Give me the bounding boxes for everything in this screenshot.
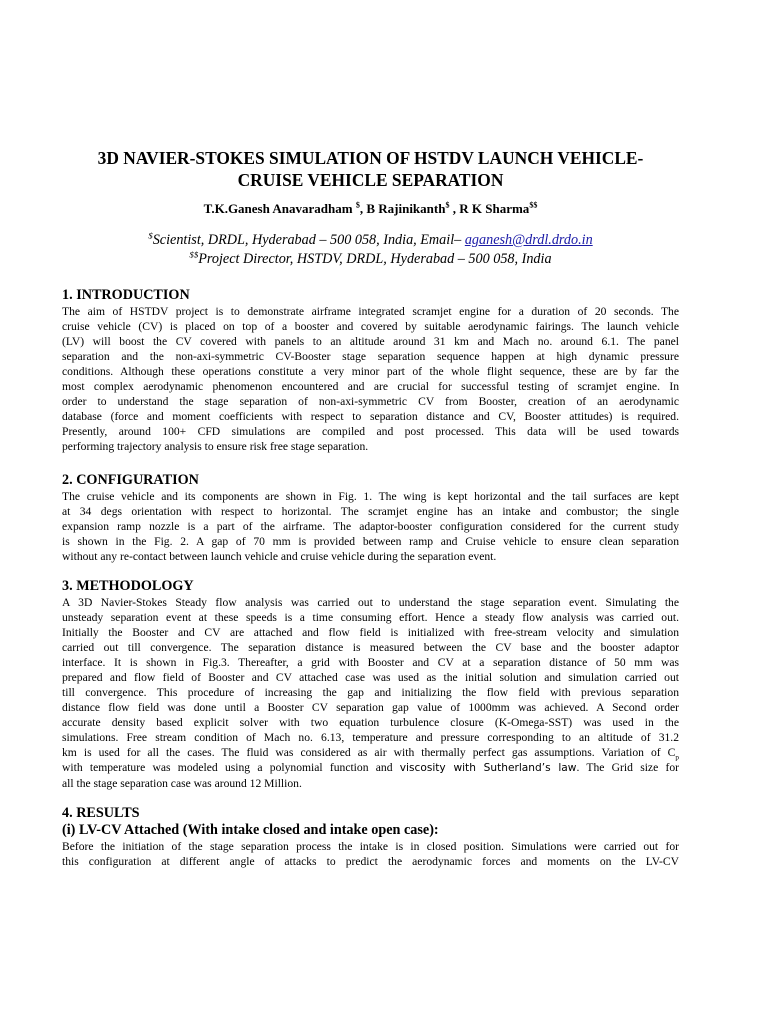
body-line: distance flow field was done until a Booster CV separation gap value of 1000mm was achieved. A Second order xyxy=(62,701,679,714)
author-2-mark: $ xyxy=(445,200,450,210)
body-line: Presently, around 100+ CFD simulations are compiled and post processed. This data will be used towards xyxy=(62,425,679,438)
body-line: carried out till convergence. The separation distance is measured between the CV base and the booster adaptor xyxy=(62,641,679,654)
body-line: separation and the non-axi-symmetric CV-Booster stage separation sequence happen at high dynamic pressure xyxy=(62,350,679,363)
body-line: unsteady separation event at these speeds is a time consuming effort. Hence a steady flow analysis was carried out. xyxy=(62,611,679,624)
section-heading: 2. CONFIGURATION xyxy=(62,472,199,488)
body-line: Initially the Booster and CV are attached and flow field is initialized with free-stream velocity and simulation xyxy=(62,626,679,639)
section-configuration xyxy=(62,472,679,564)
section-body xyxy=(62,489,679,564)
affiliation-1 xyxy=(62,231,679,250)
title-line-2: CRUISE VEHICLE SEPARATION xyxy=(237,170,504,190)
body-line: (LV) will boost the CV covered with panels to an altitude around 31 km and Mach no. around 6.1. The panel xyxy=(62,335,679,348)
body-line: The aim of HSTDV project is to demonstrate airframe integrated scramjet engine for a duration of 20 seconds. The xyxy=(62,305,679,318)
subsection-heading: (i) LV-CV Attached (With intake closed and intake open case): xyxy=(62,822,439,838)
body-line: expansion ramp nozzle is a part of the airframe. The adaptor-booster configuration considered for the current study xyxy=(62,520,679,533)
body-text: km is used for all the cases. The fluid was considered as air with thermally perfect gas assumptions. Variation of C xyxy=(62,746,676,759)
section-heading: 4. RESULTS xyxy=(62,805,140,821)
author-3-mark: $$ xyxy=(529,200,538,210)
section-methodology xyxy=(62,578,679,791)
paper-header xyxy=(62,0,679,269)
body-line: interface. It is shown in Fig.3. Thereafter, a grid with Booster and CV at a separation distance of 50 mm was xyxy=(62,656,679,669)
body-line: database (force and moment coefficients with respect to separation distance and CV, Booster attitudes) is required. xyxy=(62,410,679,423)
body-line: The cruise vehicle and its components are shown in Fig. 1. The wing is kept horizontal and the tail surfaces are kept xyxy=(62,490,679,503)
affiliation-2 xyxy=(62,250,679,269)
cp-subscript: p xyxy=(675,753,679,762)
affiliation-2-text: Project Director, HSTDV, DRDL, Hyderabad – 500 058, India xyxy=(198,251,552,267)
title-line-1: 3D NAVIER-STOKES SIMULATION OF HSTDV LAUNCH VEHICLE- xyxy=(97,148,644,168)
author-1-mark: $ xyxy=(355,200,360,210)
section-introduction xyxy=(62,287,679,454)
section-body xyxy=(62,304,679,454)
section-heading: 3. METHODOLOGY xyxy=(62,578,194,594)
body-line: most complex aerodynamic phenomenon encountered and are crucial for successful testing of scramjet engine. In xyxy=(62,380,679,393)
section-results xyxy=(62,805,679,869)
body-line: till convergence. This procedure of increasing the gap and initializing the flow field with previous separation xyxy=(62,686,679,699)
body-line: is shown in the Fig. 2. A gap of 70 mm is provided between ramp and Cruise vehicle to ensure clean separation xyxy=(62,535,679,548)
body-line: order to understand the stage separation of non-axi-symmetric CV from Booster, creation of an aerodynamic xyxy=(62,395,679,408)
paper-title xyxy=(62,147,679,191)
sutherland-phrase: viscosity with Sutherland’s law xyxy=(399,762,577,774)
affiliation-1-mark: $ xyxy=(148,230,153,241)
body-line: accurate density based explicit solver with two equation turbulence closure (K-Omega-SST) was used in the xyxy=(62,716,679,729)
affiliation-1-text: Scientist, DRDL, Hyderabad – 500 058, India, Email– xyxy=(152,232,465,248)
body-text: with temperature was modeled using a polynomial function and xyxy=(62,761,400,774)
author-3: , R K Sharma xyxy=(449,201,530,216)
body-line: Before the initiation of the stage separation process the intake is in closed position. Simulations were carried out for xyxy=(62,840,679,853)
author-email-link[interactable]: aganesh@drdl.drdo.in xyxy=(464,232,593,248)
author-list xyxy=(62,201,679,217)
body-line: simulations. Free stream condition of Mach no. 6.13, temperature and pressure corresponding to an altitude of 31.2 xyxy=(62,731,679,744)
body-line: without any re-contact between launch vehicle and cruise vehicle during the separation event. xyxy=(62,550,497,563)
body-text: . The Grid size for xyxy=(576,761,680,774)
section-body xyxy=(62,839,679,869)
body-line: performing trajectory analysis to ensure risk free stage separation. xyxy=(62,440,369,453)
affiliations xyxy=(62,231,679,269)
section-body xyxy=(62,595,679,791)
body-line: conditions. Although these operations constitute a very minor part of the whole flight sequence, these are by far the xyxy=(62,365,679,378)
author-2: , B Rajinikanth xyxy=(359,201,446,216)
affiliation-2-mark: $$ xyxy=(189,249,199,260)
body-line: this configuration at different angle of attacks to predict the aerodynamic forces and moments on the LV-CV xyxy=(62,855,679,868)
body-line: prepared and flow field of Booster and CV attached case was used as the initial solution and simulation carried out xyxy=(62,671,679,684)
body-line xyxy=(62,760,679,776)
body-line: all the stage separation case was around 12 Million. xyxy=(62,777,302,790)
author-1: T.K.Ganesh Anavaradham xyxy=(203,201,353,216)
body-line: A 3D Navier-Stokes Steady flow analysis was carried out to understand the stage separation event. Simulating the xyxy=(62,596,679,609)
body-line: cruise vehicle (CV) is placed on top of a booster and covered by suitable aerodynamic fairings. The launch vehicle xyxy=(62,320,679,333)
body-line: at 34 degs orientation with respect to horizontal. The scramjet engine has an intake and combustor; the single xyxy=(62,505,679,518)
body-line xyxy=(62,745,679,760)
section-heading: 1. INTRODUCTION xyxy=(62,287,190,303)
